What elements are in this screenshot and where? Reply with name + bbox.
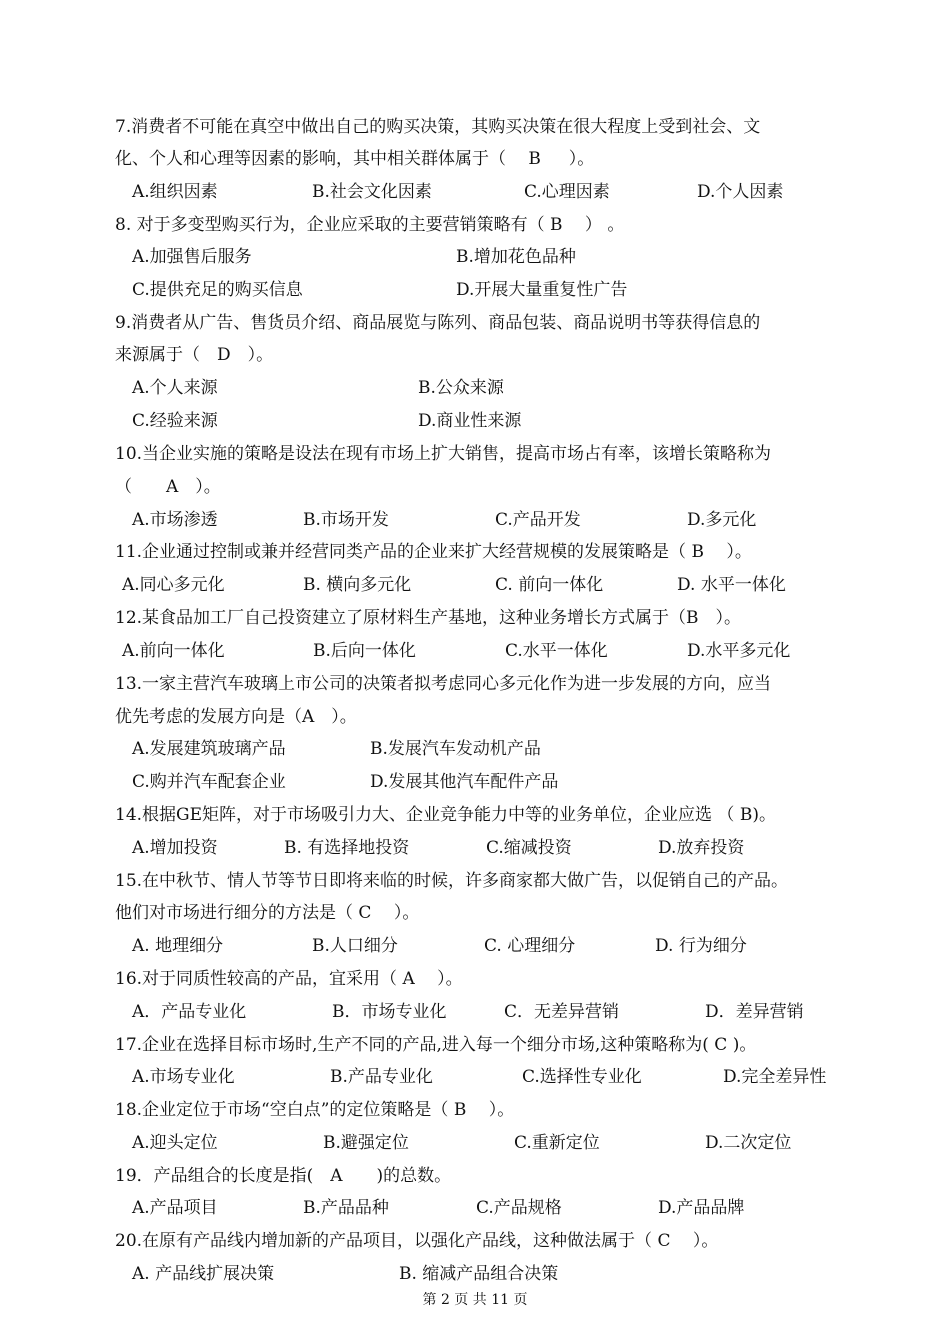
option-a: A.个人来源 [132,378,218,398]
question-9-options-row-1 [0,377,950,399]
option-c: C.选择性专业化 [522,1067,642,1087]
question-12-line-1: 12.某食品加工厂自己投资建立了原材料生产基地，这种业务增长方式属于（B ）。 [115,608,742,628]
option-d: D. 水平一体化 [677,575,786,595]
option-a: A.增加投资 [132,838,218,858]
option-a: A.市场专业化 [132,1067,235,1087]
question-14-line-1: 14.根据GE矩阵，对于市场吸引力大、企业竞争能力中等的业务单位，企业应选 （ B)。 [115,805,776,825]
question-8-options-row-2 [0,279,950,301]
question-18-line-1: 18.企业定位于市场“空白点”的定位策略是（ B ）。 [115,1100,515,1120]
question-19-line-1: 19．产品组合的长度是指( A )的总数。 [115,1166,452,1186]
option-a: A.组织因素 [132,182,218,202]
option-a: A. 产品线扩展决策 [132,1264,275,1284]
option-c: C.购并汽车配套企业 [132,772,286,792]
option-d: D.多元化 [687,510,757,530]
option-b: B.发展汽车发动机产品 [370,739,541,759]
question-18-options [0,1132,950,1154]
option-b: B. 有选择地投资 [284,838,410,858]
question-7-line-2: 化、个人和心理等因素的影响，其中相关群体属于（ B ）。 [115,149,595,169]
question-9-line-1: 9.消费者从广告、售货员介绍、商品展览与陈列、商品包装、商品说明书等获得信息的 [115,313,761,333]
question-8-line-1: 8. 对于多变型购买行为，企业应采取的主要营销策略有（ B ） 。 [115,215,625,235]
option-d: D.商业性来源 [418,411,522,431]
option-a: A.发展建筑玻璃产品 [132,739,286,759]
option-a: A.加强售后服务 [132,247,252,267]
question-10-line-2: （ A ）。 [115,477,221,497]
question-19-options [0,1197,950,1219]
question-12-options [0,640,950,662]
question-15-options [0,935,950,957]
question-10-line-1: 10.当企业实施的策略是设法在现有市场上扩大销售，提高市场占有率，该增长策略称为 [115,444,772,464]
question-13-options-row-2 [0,771,950,793]
option-d: D.二次定位 [705,1133,792,1153]
option-d: D.完全差异性 [723,1067,827,1087]
option-b: B.公众来源 [418,378,504,398]
question-10-options [0,509,950,531]
option-b: B.社会文化因素 [312,182,432,202]
option-c: C．无差异营销 [504,1002,620,1022]
question-13-options-row-1 [0,738,950,760]
question-17-line-1: 17.企业在选择目标市场时,生产不同的产品,进入每一个细分市场,这种策略称为( C )。 [115,1035,757,1055]
option-c: C.缩减投资 [486,838,572,858]
question-13-line-1: 13.一家主营汽车玻璃上市公司的决策者拟考虑同心多元化作为进一步发展的方向，应当 [115,674,772,694]
option-b: B.产品专业化 [330,1067,433,1087]
question-16-options [0,1001,950,1023]
option-a: A.市场渗透 [132,510,218,530]
option-b: B．市场专业化 [332,1002,447,1022]
option-b: B. 横向多元化 [303,575,412,595]
question-15-line-2: 他们对市场进行细分的方法是（ C ）。 [115,903,420,923]
question-14-options [0,837,950,859]
option-d: D．差异营销 [705,1002,804,1022]
question-20-line-1: 20.在原有产品线内增加新的产品项目，以强化产品线，这种做法属于（ C ）。 [115,1231,719,1251]
option-d: D. 行为细分 [655,936,747,956]
option-b: B.增加花色品种 [456,247,576,267]
option-d: D.产品品牌 [658,1198,745,1218]
question-11-options [0,574,950,596]
option-c: C.经验来源 [132,411,218,431]
option-c: C.产品规格 [476,1198,562,1218]
option-b: B.后向一体化 [313,641,416,661]
option-c: C.提供充足的购买信息 [132,280,303,300]
option-d: D.水平多元化 [687,641,791,661]
option-d: D.个人因素 [697,182,784,202]
page-number-footer: 第 2 页 共 11 页 [422,1292,528,1308]
option-b: B.产品品种 [303,1198,389,1218]
option-c: C. 心理细分 [484,936,576,956]
question-9-options-row-2 [0,410,950,432]
option-c: C. 前向一体化 [495,575,604,595]
option-c: C.重新定位 [514,1133,600,1153]
option-c: C.产品开发 [495,510,581,530]
question-7-options [0,181,950,203]
option-a: A.同心多元化 [122,575,225,595]
option-d: D.放弃投资 [658,838,745,858]
question-13-line-2: 优先考虑的发展方向是（A ）。 [115,707,357,727]
option-b: B. 缩减产品组合决策 [399,1264,559,1284]
option-c: C.水平一体化 [505,641,608,661]
question-16-line-1: 16.对于同质性较高的产品，宜采用（ A ）。 [115,969,463,989]
option-a: A．产品专业化 [132,1002,247,1022]
question-7-line-1: 7.消费者不可能在真空中做出自己的购买决策，其购买决策在很大程度上受到社会、文 [115,117,761,137]
option-a: A.产品项目 [132,1198,218,1218]
option-b: B.避强定位 [323,1133,409,1153]
question-20-options [0,1263,950,1285]
question-9-line-2: 来源属于（ D ）。 [115,345,274,365]
question-17-options [0,1066,950,1088]
option-b: B.市场开发 [303,510,389,530]
question-15-line-1: 15.在中秋节、情人节等节日即将来临的时候，许多商家都大做广告，以促销自己的产品。 [115,871,789,891]
option-b: B.人口细分 [312,936,398,956]
option-c: C.心理因素 [524,182,610,202]
option-a: A.前向一体化 [122,641,225,661]
question-11-line-1: 11.企业通过控制或兼并经营同类产品的企业来扩大经营规模的发展策略是（ B ）。 [115,542,752,562]
option-d: D.发展其他汽车配件产品 [370,772,559,792]
option-a: A.迎头定位 [132,1133,218,1153]
option-a: A. 地理细分 [132,936,224,956]
option-d: D.开展大量重复性广告 [456,280,628,300]
question-8-options-row-1 [0,246,950,268]
